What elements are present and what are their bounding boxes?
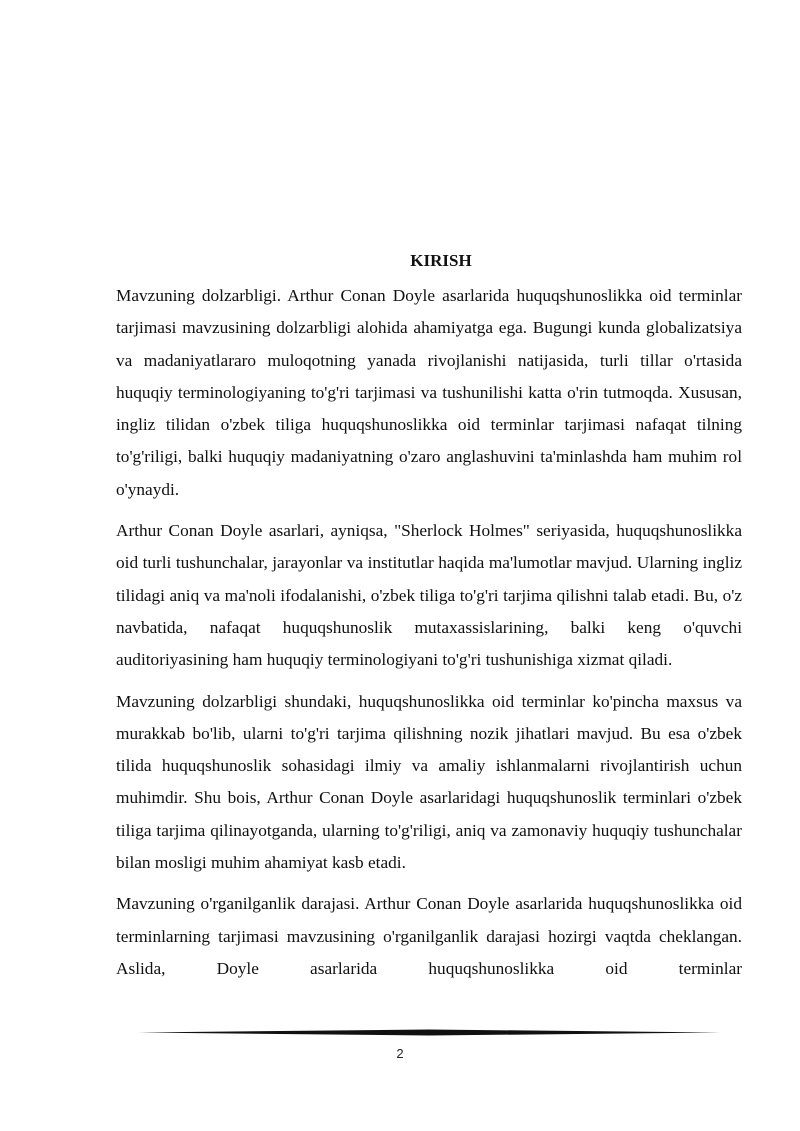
paragraph-relevance-details: Mavzuning dolzarbligi shundaki, huquqshunoslikka oid terminlar ko'pincha maxsus va murakkab bo'lib, ularni to'g'ri tarjima qilishning nozik jihatlari mavjud. Bu esa o'zbek tilida huquqshunoslik sohasidagi ilmiy va amaliy ishlanmalarni rivojlantirish uchun muhimdir. Shu bois, Arthur Conan Doyle asarlaridagi huquqshunoslik terminlari o'zbek tiliga tarjima qilinayotganda, ularning to'g'riligi, aniq va zamonaviy huquqiy tushunchalar bilan mosligi muhim ahamiyat kasb etadi. bbox=[116, 691, 742, 873]
paragraph-research-level: Mavzuning o'rganilganlik darajasi. Arthur Conan Doyle asarlarida huquqshunoslikka oid terminlarning tarjimasi mavzusining o'rganilganlik darajasi hozirgi vaqtda cheklangan. Aslida, Doyle asarlarida huquqshunoslikka oid terminlar bbox=[116, 894, 742, 978]
paragraph-sherlock-holmes: Arthur Conan Doyle asarlari, ayniqsa, "Sherlock Holmes" seriyasida, huquqshunoslikka oid turli tushunchalar, jarayonlar va institutlar haqida ma'lumotlar mavjud. Ularning ingliz tilidagi aniq va ma'noli ifodalanishi, o'zbek tiliga to'g'ri tarjima qilishni talab etadi. Bu, o'z navbatida, nafaqat huquqshunoslik mutaxassislarining, balki keng o'quvchi auditoriyasining ham huquqiy terminologiyani to'g'ri tushunishiga xizmat qiladi. bbox=[116, 521, 742, 670]
paragraph-relevance: Mavzuning dolzarbligi. Arthur Conan Doyle asarlarida huquqshunoslikka oid terminlar tarjimasi mavzusining dolzarbligi alohida ahamiyatga ega. Bugungi kunda globalizatsiya va madaniyatlararo muloqotning yanada rivojlanishi natijasida, turli tillar o'rtasida huquqiy terminologiyaning to'g'ri tarjimasi va tushunilishi katta o'rin tutmoqda. Xususan, ingliz tilidan o'zbek tiliga huquqshunoslikka oid terminlar tarjimasi nafaqat tilning to'g'riligi, balki huquqiy madaniyatning o'zaro anglashuvini ta'minlashda ham muhim rol o'ynaydi. bbox=[116, 286, 742, 499]
footer-divider bbox=[138, 1029, 721, 1036]
section-heading: KIRISH bbox=[410, 251, 472, 270]
page-number: 2 bbox=[396, 1046, 404, 1061]
document-body bbox=[116, 248, 742, 985]
